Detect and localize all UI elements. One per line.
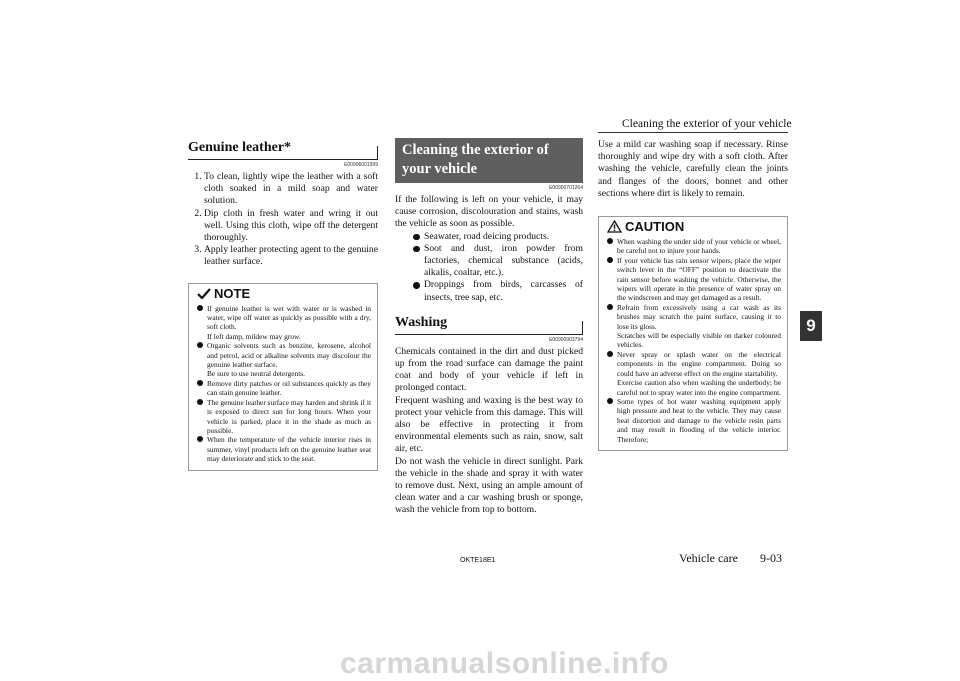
page-number: 9-03: [760, 551, 782, 565]
bullet-icon: [607, 257, 613, 263]
list-item: When the temperature of the vehicle interior rises in summer, vinyl products left on the genuine leather seat may deteriorate and stick to the seat.: [197, 435, 371, 463]
bullet-icon: [607, 351, 613, 357]
note-list: [197, 304, 371, 464]
column-cleaning-exterior: [395, 138, 583, 517]
chapter-banner: Cleaning the exterior of your vehicle: [395, 138, 583, 183]
list-item: Refrain from excessively using a car wash as its brushes may scratch the paint surface, causing it to lose its gloss. Scratches will be especially visible on darker coloured vehicles.: [607, 303, 781, 350]
list-item: Organic solvents such as benzine, kerosene, alcohol and petrol, acid or alkaline solvents may discolour the genuine leather surface. Be sure to use neutral detergents.: [197, 341, 371, 379]
list-item: Some types of hot water washing equipment apply high pressure and heat to the vehicle. They may cause heat distortion and damage to the vehicle resin parts and may result in flooding of the vehicle interior. Therefore;: [607, 397, 781, 444]
body-paragraph: Chemicals contained in the dirt and dust picked up from the road surface can damage the paint coat and body of your vehicle if left in prolonged contact.: [395, 345, 583, 394]
bullet-icon: [413, 234, 420, 241]
column-genuine-leather: [188, 138, 378, 471]
warning-triangle-icon: [607, 220, 622, 233]
watermark: carmanualsonline.info: [340, 647, 669, 680]
list-item: If your vehicle has rain sensor wipers, place the wiper switch lever in the “OFF” position to deactivate the rain sensor before washing the vehicle. Otherwise, the wipers will operate in the presence of water spray on the windscreen and may get damaged as a result.: [607, 256, 781, 303]
note-title: NOTE: [197, 286, 371, 301]
list-item: Never spray or splash water on the electrical components in the engine compartment. Doing so could have an adverse effect on the engine startability. Exercise caution also when washing the underbody; be careful not to spray water into the engine compartment.: [607, 350, 781, 397]
column-washing-continued: [598, 138, 788, 451]
caution-title: CAUTION: [607, 219, 781, 234]
note-check-icon: [197, 288, 211, 299]
intro-paragraph: If the following is left on your vehicle, it may cause corrosion, discolouration and stains, wash the vehicle as soon as possible.: [395, 194, 583, 230]
list-item: When washing the under side of your vehicle or wheel, be careful not to injure your hands.: [607, 237, 781, 256]
list-item: Seawater, road deicing products.: [413, 231, 583, 243]
caution-box: [598, 216, 788, 451]
cleaning-steps: [188, 171, 378, 269]
body-paragraph: Do not wash the vehicle in direct sunlight. Park the vehicle in the shade and spray it with water to remove dust. Next, using an ample amount of clean water and a car washing brush or sponge, wash the vehicle from top to bottom.: [395, 455, 583, 516]
list-item: Droppings from birds, carcasses of insects, tree sap, etc.: [413, 279, 583, 303]
note-box: [188, 283, 378, 471]
section-code: E00900903794: [549, 336, 583, 343]
step-item: 2. Dip cloth in fresh water and wring it out well. Using this cloth, wipe off the detergent thoroughly.: [204, 208, 378, 245]
chapter-tab: 9: [800, 311, 822, 341]
bullet-icon: [197, 342, 203, 348]
list-item: The genuine leather surface may harden and shrink if it is exposed to direct sun for long hours. When your vehicle is parked, place it in the shade as much as possible.: [197, 398, 371, 436]
bullet-icon: [607, 304, 613, 310]
list-item: Remove dirty patches or oil substances quickly as they can stain genuine leather.: [197, 379, 371, 398]
bullet-icon: [197, 380, 203, 386]
header-rule: [598, 132, 788, 133]
section-heading-washing: Washing: [395, 313, 583, 335]
footer-section: Vehicle care: [679, 551, 738, 565]
bullet-icon: [197, 305, 203, 311]
bullet-icon: [607, 238, 613, 244]
body-paragraph: Frequent washing and waxing is the best way to protect your vehicle from this damage. This will also be effective in protecting it from environmental elements such as rain, snow, salt air, etc.: [395, 394, 583, 455]
caution-list: [607, 237, 781, 444]
footer-code: OKTE18E1: [460, 557, 496, 564]
bullet-icon: [413, 282, 420, 289]
step-item: 1. To clean, lightly wipe the leather with a soft cloth soaked in a mild soap and water solution.: [204, 171, 378, 208]
bullet-icon: [607, 398, 613, 404]
contaminant-list: [395, 231, 583, 304]
body-paragraph: Use a mild car washing soap if necessary. Rinse thoroughly and wipe dry with a soft cloth. After washing the vehicle, carefully clean the joints and flanges of the doors, bonnet and other sections where dirt is likely to remain.: [598, 139, 788, 199]
bullet-icon: [413, 246, 420, 253]
bullet-icon: [197, 399, 203, 405]
running-header: Cleaning the exterior of your vehicle: [622, 118, 792, 130]
section-code: E00900701264: [549, 185, 583, 191]
bullet-icon: [197, 436, 203, 442]
list-item: If genuine leather is wet with water or is washed in water, wipe off water as quickly as possible with a dry, soft cloth. If left damp, mildew may grow.: [197, 304, 371, 342]
list-item: Soot and dust, iron powder from factories, chemical substance (acids, alkalis, coaltar, etc.).: [413, 243, 583, 280]
section-code: E00906001999: [344, 162, 378, 168]
section-heading-genuine-leather: Genuine leather*: [188, 138, 378, 160]
step-item: 3. Apply leather protecting agent to the genuine leather surface.: [204, 244, 378, 268]
